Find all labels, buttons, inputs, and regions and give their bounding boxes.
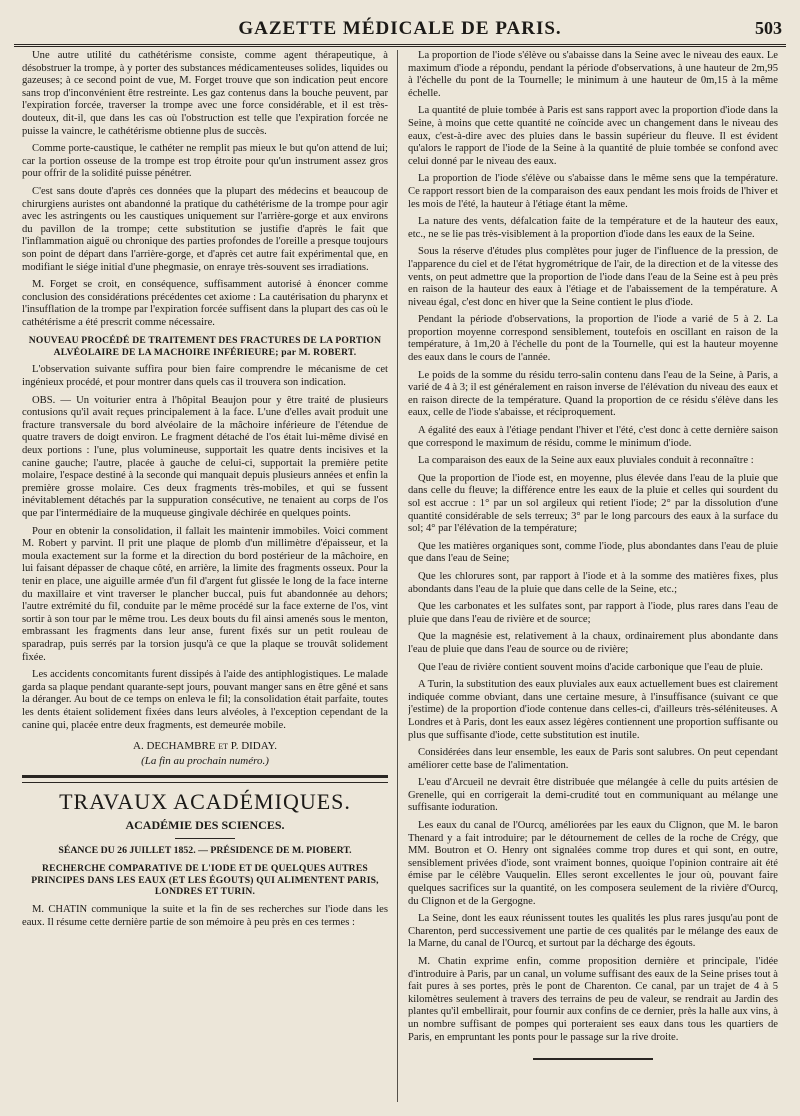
paragraph: L'eau d'Arcueil ne devrait être distribuée que mélangée à celle du puits artésien de Grenelle, qui en corrigerait la demi-crudité tout en communiquant au mélange une suffisante ioduration. [408, 777, 778, 814]
paragraph: A égalité des eaux à l'étiage pendant l'hiver et l'été, c'est donc à cette dernière saison que correspond le maximum de résidu, comme le minimum d'iode. [408, 425, 778, 449]
session-line: SÉANCE DU 26 JUILLET 1852. — PRÉSIDENCE DE M. PIOBERT. [58, 844, 352, 856]
paragraph: La proportion de l'iode s'élève ou s'abaisse dans la Seine avec le niveau des eaux. Le maximum d'iode a répondu, pendant la période d'observations, à une hauteur de 2m,95 à l'échelle du pont de la Tournelle; le minimum à une hauteur de 0m,15 à la même échelle. [408, 50, 778, 99]
paragraph: Que les carbonates et les sulfates sont, par rapport à l'iode, plus rares dans l'eau de pluie que dans l'eau de rivière et de source; [408, 601, 778, 625]
continuation-note: (La fin au prochain numéro.) [141, 754, 269, 767]
paragraph: Sous la réserve d'études plus complètes pour juger de l'influence de la pression, de l'apparence du ciel et de l'état hygrométrique de l'air, de la direction et de la vitesse des vents, on peut admettre que la proportion de l'iode dans l'eau de la Seine est à peu près en raison de la hauteur des eaux à l'étiage et de l'abaissement de la température. A niveau égal, c'est donc en hiver que la Seine contient le plus d'iode. [408, 246, 778, 308]
end-rule [533, 1058, 653, 1060]
paragraph: La proportion de l'iode s'élève ou s'abaisse dans le même sens que la température. Ce rapport ressort bien de la comparaison des eaux pendant les mois froids de l'hiver et les mois de l'été, la hauteur à l'étiage étant la même. [408, 173, 778, 210]
paragraph: Les eaux du canal de l'Ourcq, améliorées par les eaux du Clignon, que M. le baron Thenard y a fait introduire; par le détournement de celles de la roche de Crégy, que MM. Boutron et O. Henry ont signalées comme trop dures et qui sont, en outre, sensiblement privées d'iode, sont vraiment bonnes, quoique l'opinion contraire ait été émise par le célèbre Vauquelin. Elles seront excellentes le jour où, pouvant faire quelques sacrifices sur la quantité, on les composera seulement de la rivière d'Ourcq, du Clignon et de la Gergogne. [408, 820, 778, 907]
paragraph: La Seine, dont les eaux réunissent toutes les qualités les plus rares jusqu'au pont de Charenton, perd successivement une partie de ces qualités par le mélange des eaux de la Marne, du canal de l'Ourcq, et surtout par la décharge des égouts. [408, 913, 778, 950]
paragraph: La quantité de pluie tombée à Paris est sans rapport avec la proportion d'iode dans la Seine, à moins que cette quantité ne coïncide avec un changement dans le niveau des eaux, c'est-à-dire avec des pluies dans le bassin supérieur du fleuve. Il est évident qu'alors le rapport de l'iode de la Seine à la quantité de pluie tombée se confond avec celui donné par le niveau des eaux. [408, 105, 778, 167]
article-heading: NOUVEAU PROCÉDÉ DE TRAITEMENT DES FRACTURES DE LA PORTION ALVÉOLAIRE DE LA MACHOIRE INFÉRIEURE; par M. ROBERT. [28, 335, 382, 358]
paragraph: Pour en obtenir la consolidation, il fallait les maintenir immobiles. Voici comment M. Robert y parvint. Il prit une plaque de plomb d'un millimètre d'épaisseur, et la moula exactement sur la forme et la direction du bord postérieur de la mâchoire, en lui faisant dépasser de chaque côté, en arrière, la limite des fragments osseux. Pour la tenir en place, une aiguille armée d'un fil d'argent fut glissée le long de la face interne du maxillaire et vint traverser le plancher buccal, puis fut abandonnée au dehors; l'autre extrémité du fil, conduite par le même procédé sur la face externe de l'os, vint sortir à son tour par le même trou. Les deux bouts du fil ainsi amenés sous le menton, embrassant les fragments dans leur anse, furent fixés sur un petit rouleau de sparadrap, puis serrés par la torsion jusqu'à ce que la plaque se trouvât solidement fixée. [22, 525, 388, 663]
paragraph: Le poids de la somme du résidu terro-salin contenu dans l'eau de la Seine, à Paris, a varié de 4 à 3; il est généralement en raison inverse de l'élévation du niveau des eaux et en raison directe de la température. Quand la proportion de ce résidu s'élève dans les eaux, celle de l'iode s'abaisse, et réciproquement. [408, 369, 778, 419]
section-rule [22, 775, 388, 778]
paragraph: Comme porte-caustique, le cathéter ne remplit pas mieux le but qu'on attend de lui; car la portion osseuse de la trompe est trop étroite pour qu'un instrument assez gros pour offrir de la solidité puisse pénétrer. [22, 143, 388, 180]
section-title: TRAVAUX ACADÉMIQUES. [59, 789, 351, 815]
paragraph: Que la proportion de l'iode est, en moyenne, plus élevée dans l'eau de la pluie que dans celle du fleuve; la différence entre les eaux de la pluie et celles qui sourdent du sol est accrue : 1° par un sol argileux qui retient l'iode; 2° par la dissolution d'une quantité considérable de sels terreux; 3° par le long parcours des eaux à la surface du sol; 4° par l'élévation de la température; [408, 472, 778, 535]
page-number: 503 [755, 18, 782, 38]
column-divider [397, 50, 398, 1102]
paragraph: M. CHATIN communique la suite et la fin de ses recherches sur l'iode dans les eaux. Il résume cette dernière partie de son mémoire à peu près en ces termes : [22, 903, 388, 928]
research-heading: RECHERCHE COMPARATIVE DE L'IODE ET DE QUELQUES AUTRES PRINCIPES DANS LES EAUX (ET LES ÉGOUTS) QUI ALIMENTENT PARIS, LONDRES ET TURIN. [31, 863, 379, 898]
academy-heading: ACADÉMIE DES SCIENCES. [125, 818, 285, 833]
paragraph: M. Forget se croit, en conséquence, suffisamment autorisé à énoncer comme conclusion des considérations précédentes cet axiome : La cautérisation du pharynx et l'insufflation de la trompe par l'expiration forcée suffisent dans la plupart des cas où le cathétérisme a été prescrit comme nécessaire. [22, 279, 388, 328]
paragraph: A Turin, la substitution des eaux pluviales aux eaux actuellement bues est clairement indiquée comme obviant, dans une certaine mesure, à l'insuffisance (suivant ce que j'estime) de la proportion d'iode contenue dans celles-ci, d'ailleurs très-séléniteuses. A Londres et à Paris, dont les eaux assez légères contiennent une proportion suffisante ou plus que suffisante d'iode, cette substitution est inutile. [408, 679, 778, 741]
paragraph: Que la magnésie est, relativement à la chaux, ordinairement plus abondante dans l'eau de pluie que dans l'eau de source ou de rivière; [408, 631, 778, 655]
page-title: GAZETTE MÉDICALE DE PARIS. [238, 18, 562, 39]
paragraph: C'est sans doute d'après ces données que la plupart des médecins et beaucoup de chirurgiens auristes ont abandonné la pratique du cathétérisme de la trompe pour agir avec les astringents ou les caustiques uniquement sur l'arrière-gorge et aux environs du pavillon de la trompe; cette substitution se justifie d'après le fait que l'inflammation aiguë ou chronique des parties profondes de l'oreille a presque toujours son point de départ dans l'arrière-gorge, et d'après cet autre fait expérimental que, en modifiant le siége initial d'une phegmasie, on enraye très-souvent ses irradiations. [22, 185, 388, 273]
paragraph: L'observation suivante suffira pour bien faire comprendre le mécanisme de cet ingénieux procédé, et pour montrer dans quels cas il trouvera son indication. [22, 364, 388, 389]
paragraph: La nature des vents, défalcation faite de la température et de la hauteur des eaux, etc., ne se lie pas très-visiblement à la proportion d'iode dans les eaux de la Seine. [408, 216, 778, 240]
paragraph: Les accidents concomitants furent dissipés à l'aide des antiphlogistiques. Le malade garda sa plaque pendant quarante-sept jours, pouvant manger sans en être gêné et sans la déranger. Au bout de ce temps on enleva le fil; la consolidation était parfaite, toutes les dents étaient solidement fixées dans leurs alvéoles, à l'exception cependant de la canine qui, placée entre deux fragments, est demeurée mobile. [22, 669, 388, 731]
right-column [408, 50, 778, 1102]
page-header [14, 14, 786, 48]
paragraph: La comparaison des eaux de la Seine aux eaux pluviales conduit à reconnaître : [418, 455, 754, 467]
section-rule-thin [22, 782, 388, 783]
article-signature: A. DECHAMBRE et P. DIDAY. [133, 740, 277, 753]
paragraph: Une autre utilité du cathétérisme consiste, comme agent thérapeutique, à désobstruer la trompe, à y porter des substances médicamenteuses solides, liquides ou gazeuses; à ce second point de vue, M. Forget trouve que son indication peut encore sans trop d'inconvénient être restreinte. Les gaz contenus dans la bouche peuvent, par l'expiration forcée, traverser la trompe avec une force considérable, et il est très-douteux, dit-il, que dans les cas où l'obstruction est telle que l'expiration forcée ne puisse la vaincre, le cathétérisme obtienne plus de succès. [22, 50, 388, 137]
header-rule [14, 44, 786, 47]
divider [175, 838, 235, 839]
paragraph: Que les matières organiques sont, comme l'iode, plus abondantes dans l'eau de pluie que dans l'eau de Seine; [408, 540, 778, 565]
paragraph: Que les chlorures sont, par rapport à l'iode et à la somme des matières fixes, plus abondants dans l'eau de la pluie que dans celle de la Seine, etc.; [408, 570, 778, 595]
paragraph: M. Chatin exprime enfin, comme proposition dernière et principale, l'idée d'introduire à Paris, par un canal, un volume suffisant des eaux de la Seine prises tout à fait pures à ses portes, près le pont de Charenton. Ce canal, par un trajet de 4 à 5 kilomètres seulement à travers des terrains de peu de valeur, se rendrait au Jardin des plantes qu'il embellirait, pour fournir aux confins de ce dernier, près la halle aux vins, à un nombre suffisant de pompes qui porteraient ses eaux dans tous les quartiers de Paris, en empruntant les ponts pour le passage sur la rive droite. [408, 956, 778, 1043]
paragraph: OBS. — Un voiturier entra à l'hôpital Beaujon pour y être traité de plusieurs contusions qu'il avait reçues principalement à la face. L'une d'elles avait produit une fracture transversale du bord alvéolaire de la mâchoire inférieure de l'étendue de quatre travers de doigt environ. Le fragment détaché de l'os était lui-même divisé en deux portions : l'une, plus volumineuse, supportait les quatre dents incisives et la canine gauche; l'autre, placée à gauche de celui-ci, supportait la première petite molaire, l'espace destiné à la seconde qui manquait depuis plusieurs années et enfin la première grosse molaire. Ces deux fragments très-mobiles, et qui se fussent inévitablement détachés par la suppuration consécutive, ne tenaient au corps de l'os que par l'intermédiaire de la muqueuse gingivale déchirée en quelques points. [22, 394, 388, 519]
paragraph: Considérées dans leur ensemble, les eaux de Paris sont salubres. On peut cependant améliorer cette base de l'alimentation. [408, 747, 778, 771]
left-column [22, 50, 388, 1102]
paragraph: Que l'eau de rivière contient souvent moins d'acide carbonique que l'eau de pluie. [418, 661, 763, 673]
paragraph: Pendant la période d'observations, la proportion de l'iode a varié de 5 à 2. La proportion moyenne correspond sensiblement, toutefois en oscillant en raison de la température, à 1m,20 à l'échelle du pont de la Tournelle, qui est la hauteur moyenne des eaux dans le cours de l'année. [408, 314, 778, 364]
